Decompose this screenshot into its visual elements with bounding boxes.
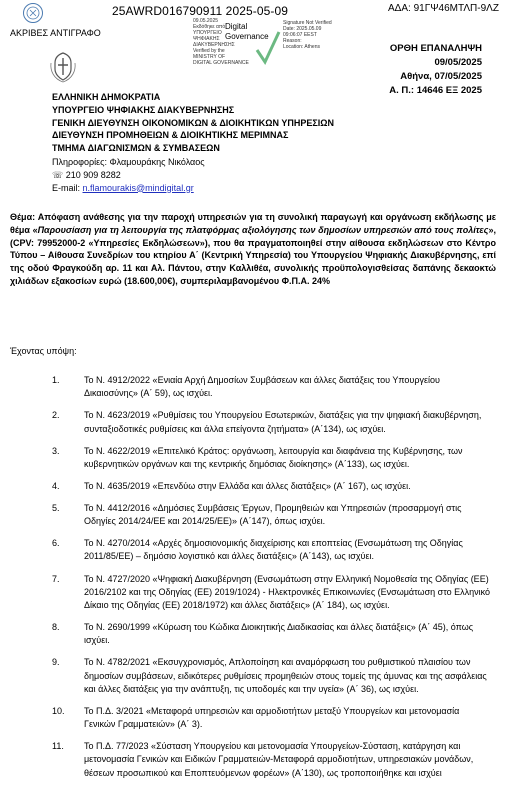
digital-signature-stamp [193,18,333,78]
list-item [52,480,492,493]
item-number: 11. [52,741,64,752]
item-number: 5. [52,502,60,513]
item-text: Το Ν. 4412/2016 «Δημόσιες Συμβάσεις Έργων, Προμηθειών και Υπηρεσιών (προσαρμογή στις Οδηγίες 2014/24/ΕΕ και 2014/25/ΕΕ)» (Α΄147), όπως ισχύει. [84,502,462,527]
list-item [52,537,492,563]
place-date: Αθήνα, 07/05/2025 [400,71,482,82]
item-text: Το Ν. 4270/2014 «Αρχές δημοσιονομικής διαχείρισης και εποπτείας (Ενσωμάτωση της Οδηγίας 2011/85/ΕΕ) – δημόσιο λογιστικό και άλλες διατάξεις» (Α΄143), ως ισχύει. [84,538,463,562]
contact-block [52,156,205,194]
certified-copy-label: ΑΚΡΙΒΕΣ ΑΝΤΙΓΡΑΦΟ [10,28,101,38]
item-text: Το Ν. 4623/2019 «Ρυθμίσεις του Υπουργείου Εσωτερικών, διατάξεις για την ψηφιακή διακυβέρνηση, συνταξιοδοτικές ρυθμίσεις και άλλα επείγοντα ζητήματα» (Α΄134), ως ισχύει. [84,410,482,434]
document-id: 25AWRD016790911 2025-05-09 [112,4,289,18]
signature-right-lines [283,20,333,50]
list-item [52,573,492,613]
organization-block [52,91,334,155]
subject-part-1: Θέμα: Απόφαση ανάθεσης για την παροχή υπηρεσιών για τη συνολική παραγωγή και οργάνωση εκδήλωσης με θέμα « [10,212,496,235]
sig-line: Location: Athens [283,44,320,50]
subject-italic: Παρουσίαση για τη λειτουργία της πλατφόρμας αξιολόγησης των δημοσίων υπηρεσιών από τους πολίτες [37,224,489,235]
sig-line: ΥΠΟΥΡΓΕΙΟ ΨΗΦΙΑΚΗΣ [193,30,222,42]
item-number: 8. [52,622,60,633]
list-item [52,656,492,696]
sig-line: MINISTRY OF [193,54,226,60]
sig-line: ΔΙΑΚΥΒΕΡΝΗΣΗΣ [193,42,235,48]
item-text: Το Π.Δ. 77/2023 «Σύσταση Υπουργείου και μετονομασία Υπουργείων-Σύσταση, κατάργηση και μετονομασία Γενικών και Ειδικών Γραμματειών-Μεταφορά αρμοδιοτήτων, υπηρεσιακών μονάδων, θέσεων προσωπικού και Εποπτευόμενων φορέων» (Α΄130), ως τροποποιήθηκε και ισχύει [84,741,474,778]
sig-line: Signature Not Verified [283,20,332,26]
contact-info: Πληροφορίες: Φλαμουράκης Νικόλαος [52,157,205,167]
item-number: 9. [52,657,60,668]
sig-line: Date: 2025.05.09 [283,26,322,32]
list-item [52,740,492,780]
item-number: 1. [52,375,60,385]
list-item [52,502,492,528]
email-label: E-mail: [52,182,83,193]
subject-part-2: », (CPV: 79952000-2 «Υπηρεσίες Εκδηλώσεων»), που θα πραγματοποιηθεί στην αίθουσα εκδηλώσεων στο Κέντρο Τύπου – Αίθουσα Συνεδρίων του κτηρίου Α΄ (Κεντρική Υπηρεσία) του Υπουργείου Ψηφιακής Διακυβέρνησης, επί της οδού Φραγκούδη αρ. 11 και Αλ. Πάντου, στην Καλλιθέα, συνολικής προϋπολογισθείσας δαπάνης δεκαοκτώ χιλιάδων εξακοσίων ευρώ (18.600,00€), συμπεριλαμβανομένου Φ.Π.Α. 24% [10,224,496,286]
item-text: Το Π.Δ. 3/2021 «Μεταφορά υπηρεσιών και αρμοδιοτήτων μεταξύ Υπουργείων και μετονομασία Γενικών Γραμματειών» (Α΄ 3). [84,705,460,730]
item-text: Το Ν. 2690/1999 «Κύρωση του Κώδικα Διοικητικής Διαδικασίας και άλλες διατάξεις» (Α΄ 45), όπως ισχύει. [84,622,474,646]
repeat-label: ΟΡΘΗ ΕΠΑΝΑΛΗΨΗ 09/05/2025 [389,43,482,68]
item-text: Το Ν. 4727/2020 «Ψηφιακή Διακυβέρνηση (Ενσωμάτωση στην Ελληνική Νομοθεσία της Οδηγίας (ΕΕ) 2016/2102 και της Οδηγίας (ΕΕ) 2019/1024) - Ηλεκτρονικές Επικοινωνίες (Ενσωμάτωση στο Ελληνικό Δίκαιο της Οδηγίας (ΕΕ) 2018/1972) και άλλες διατάξεις» (Α΄ 184), ως ισχύει. [84,573,491,610]
governance-label: Governance [225,32,269,41]
list-item [52,409,492,435]
ada-code: ΑΔΑ: 91ΓΨ46ΜΤΛΠ-9ΛΖ [388,3,499,14]
email-link[interactable]: n.flamourakis@mindigital.gr [82,182,194,193]
sig-line: 09:06:07 EEST [283,32,317,38]
org-line: ΓΕΝΙΚΗ ΔΙΕΥΘΥΝΣΗ ΟΙΚΟΝΟΜΙΚΩΝ & ΔΙΟΙΚΗΤΙΚΩΝ ΥΠΗΡΕΣΙΩΝ [52,117,334,128]
sig-line: 09.05.2025 [193,18,219,24]
item-number: 3. [52,445,60,456]
contact-email-line [52,182,205,195]
item-number: 6. [52,538,60,549]
contact-phone: ☏ 210 909 8282 [52,169,121,180]
item-number: 7. [52,573,60,584]
list-item [52,445,492,471]
sig-line: DIGITAL GOVERNANCE [193,60,249,66]
org-line: ΕΛΛΗΝΙΚΗ ΔΗΜΟΚΡΑΤΙΑ [52,92,161,102]
list-item [52,374,492,400]
item-number: 4. [52,480,60,491]
org-line: ΤΜΗΜΑ ΔΙΑΓΩΝΙΣΜΩΝ & ΣΥΜΒΑΣΕΩΝ [52,143,220,154]
document-meta [340,42,482,98]
item-text: Το Ν. 4622/2019 «Επιτελικό Κράτος: οργάνωση, λειτουργία και διαφάνεια της Κυβέρνησης, των κυβερνητικών οργάνων και της κεντρικής δημόσιας διοίκησης» (Α΄133), ως ισχύει. [84,445,463,469]
sig-line: Εκδόθηκε από [193,24,226,30]
greek-seal-icon [22,2,44,24]
item-text: Το Ν. 4912/2022 «Ενιαία Αρχή Δημοσίων Συμβάσεων και άλλες διατάξεις του Υπουργείου Δικαιοσύνης» (Α΄ 59), ως ισχύει. [84,375,440,399]
protocol-number: Α. Π.: 14646 ΕΞ 2025 [389,85,482,96]
sig-line: Verified by the [193,48,225,54]
item-text: Το Ν. 4782/2021 «Εκσυγχρονισμός, Απλοποίηση και αναμόρφωση του ρυθμιστικού πλαισίου των δημοσίων συμβάσεων, ειδικότερες ρυθμίσεις προμηθειών στους τομείς της άμυνας και της ασφάλειας και άλλες διατάξεις για την ανάπτυξη, τις υποδομές και την υγεία» (Α΄ 36), ως ισχύει. [84,657,487,694]
org-line: ΔΙΕΥΘΥΝΣΗ ΠΡΟΜΗΘΕΙΩΝ & ΔΙΟΙΚΗΤΙΚΗΣ ΜΕΡΙΜΝΑΣ [52,130,289,141]
item-text: Το Ν. 4635/2019 «Επενδύω στην Ελλάδα και άλλες διατάξεις» (Α΄ 167), ως ισχύει. [84,480,411,491]
digital-label: Digital [225,22,248,31]
coat-of-arms-icon [48,49,78,83]
subject-paragraph [10,211,496,288]
item-number: 2. [52,410,60,421]
item-number: 10. [52,705,65,716]
sig-line: Reason: [283,38,302,44]
having-seen-heading: Έχοντας υπόψη: [10,346,77,356]
list-item [52,621,492,647]
org-line: ΥΠΟΥΡΓΕΙΟ ΨΗΦΙΑΚΗΣ ΔΙΑΚΥΒΕΡΝΗΣΗΣ [52,104,235,115]
references-list [52,374,492,789]
